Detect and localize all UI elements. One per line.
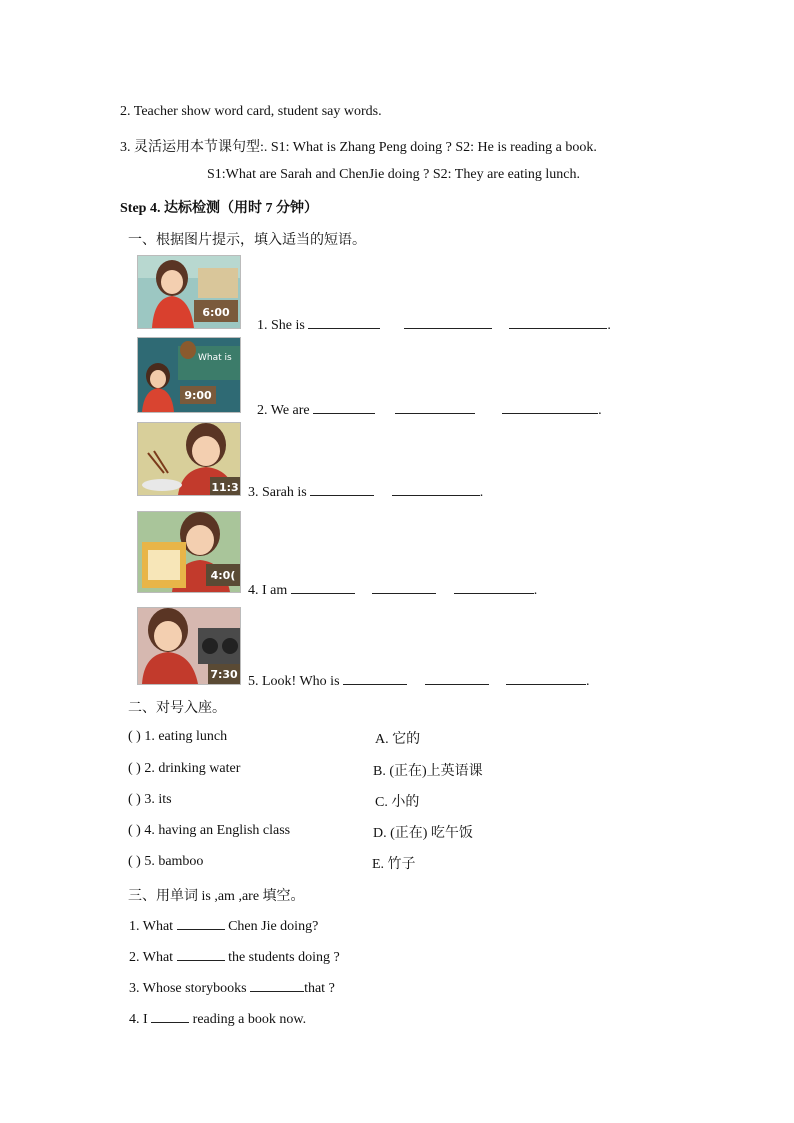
- q5-blank-2[interactable]: [425, 672, 489, 685]
- instruction-line-3: 3. 灵活运用本节课句型:. S1: What is Zhang Peng doing ? S2: He is reading a book.: [120, 140, 597, 155]
- match-left-1: ( ) 1. eating lunch: [128, 729, 228, 744]
- fill-sentence-2: 2. What the students doing ?: [129, 950, 340, 965]
- q2-blank-2[interactable]: [395, 401, 475, 414]
- picture-girl-reading: [137, 511, 241, 593]
- question-1-prompt: 1. She is: [257, 318, 305, 333]
- match-left-5: ( ) 5. bamboo: [128, 854, 204, 869]
- question-4-prompt: 4. I am: [248, 583, 288, 598]
- instruction-line-2: 2. Teacher show word card, student say words.: [120, 104, 382, 119]
- question-3-prompt: 3. Sarah is: [248, 485, 307, 500]
- instruction-line-3-continued: S1:What are Sarah and ChenJie doing ? S2: They are eating lunch.: [207, 167, 580, 182]
- question-1: 1. She is .: [257, 318, 611, 333]
- clock-6: 6:00: [202, 306, 230, 319]
- fill-4-blank[interactable]: [151, 1010, 189, 1023]
- fill-sentence-4: 4. I reading a book now.: [129, 1012, 307, 1027]
- part3-heading: 三、用单词 is ,am ,are 填空。: [128, 889, 305, 904]
- match-right-e: E. 竹子: [372, 857, 416, 872]
- fill-sentence-1: 1. What Chen Jie doing?: [129, 919, 319, 934]
- question-2: 2. We are .: [257, 403, 602, 418]
- step4-title: Step 4. 达标检测（用时 7 分钟）: [120, 201, 318, 216]
- q5-blank-1[interactable]: [343, 672, 407, 685]
- match-left-4: ( ) 4. having an English class: [128, 823, 291, 838]
- fill-3-blank[interactable]: [250, 979, 304, 992]
- q3-blank-2[interactable]: [392, 483, 480, 496]
- svg-text:What is: What is: [198, 353, 232, 363]
- question-5-prompt: 5. Look! Who is: [248, 674, 340, 689]
- match-left-2: ( ) 2. drinking water: [128, 761, 241, 776]
- question-2-prompt: 2. We are: [257, 403, 310, 418]
- question-4: 4. I am .: [248, 583, 538, 598]
- fill-1-blank[interactable]: [177, 917, 225, 930]
- fill-2-blank[interactable]: [177, 948, 225, 961]
- part2-heading: 二、对号入座。: [128, 701, 226, 716]
- clock-9: 9:00: [184, 389, 212, 402]
- match-right-a: A. 它的: [375, 732, 421, 747]
- q1-blank-2[interactable]: [404, 316, 492, 329]
- question-5: 5. Look! Who is .: [248, 674, 590, 689]
- q1-blank-1[interactable]: [308, 316, 380, 329]
- match-right-d: D. (正在) 吃午饭: [373, 826, 473, 841]
- q3-blank-1[interactable]: [310, 483, 374, 496]
- q5-blank-3[interactable]: [506, 672, 586, 685]
- q1-blank-3[interactable]: [509, 316, 607, 329]
- part1-heading: 一、根据图片提示，填入适当的短语。: [128, 233, 366, 248]
- picture-girl-lunch: [137, 422, 241, 496]
- fill-sentence-3: 3. Whose storybooks that ?: [129, 981, 335, 996]
- picture-girl-music: [137, 607, 241, 685]
- q2-blank-1[interactable]: [313, 401, 375, 414]
- picture-classroom: [137, 337, 241, 413]
- q4-blank-2[interactable]: [372, 581, 436, 594]
- q2-blank-3[interactable]: [502, 401, 598, 414]
- match-right-b: B. (正在)上英语课: [373, 764, 483, 779]
- clock-4: 4:0(: [210, 569, 236, 582]
- q4-blank-3[interactable]: [454, 581, 534, 594]
- clock-11: 11:3: [211, 481, 239, 494]
- q4-blank-1[interactable]: [291, 581, 355, 594]
- match-left-3: ( ) 3. its: [128, 792, 172, 807]
- question-3: 3. Sarah is .: [248, 485, 484, 500]
- picture-girl-morning: [137, 255, 241, 329]
- clock-7: 7:30: [210, 668, 238, 681]
- match-right-c: C. 小的: [375, 795, 420, 810]
